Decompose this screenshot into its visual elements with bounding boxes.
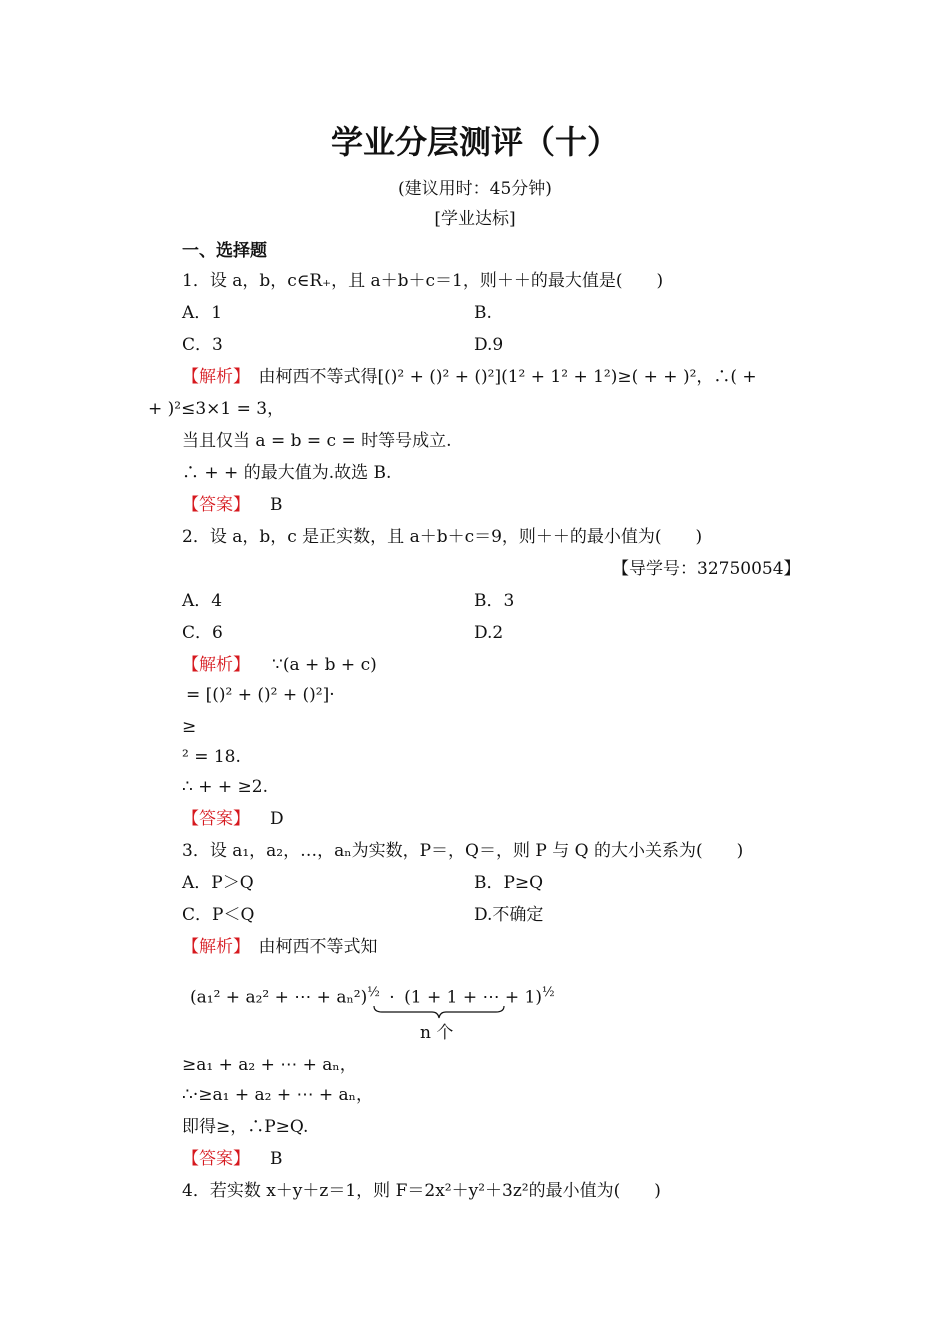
q1-option-d: D.9 [474,335,504,355]
q3-solution-line-3: ∴·≥a₁ + a₂ + ⋯ + aₙ， [182,1085,374,1105]
q3-formula-left: (a₁² + a₂² + ⋯ + aₙ²) [190,987,368,1008]
q3-option-c: C．P＜Q [182,905,255,925]
q3-formula-right: (1 + 1 + ⋯ + 1) [404,987,542,1008]
q2-answer-label: 【答案】 [182,809,250,829]
section-heading: 一、选择题 [182,241,267,261]
q4-stem: 4．若实数 x＋y＋z＝1，则 F＝2x²＋y²＋3z²的最小值为( ) [182,1181,661,1201]
q2-solution-line-1 [182,654,377,676]
q1-solution-text-1: 由柯西不等式得[()² + ()² + ()²](1² + 1² + 1²)≥( + + )²，∴( + [241,367,757,387]
q2-option-b: B．3 [474,591,515,611]
q3-formula-dot: · [389,987,395,1008]
q3-solution-text-1: 由柯西不等式知 [241,937,378,957]
q2-option-a: A．4 [182,591,223,611]
q2-option-d: D.2 [474,623,504,643]
q3-stem: 3．设 a₁，a₂，…，aₙ为实数，P＝，Q＝，则 P 与 Q 的大小关系为( ) [182,841,744,861]
q1-solution-label: 【解析】 [182,367,242,387]
q1-answer-label: 【答案】 [182,495,250,515]
q1-solution-line-4: ∴ + + 的最大值为.故选 B. [182,463,392,483]
q3-option-d: D.不确定 [474,905,544,925]
level-heading: [学业达标] [434,209,516,229]
q1-stem: 1．设 a，b，c∈R₊，且 a＋b＋c＝1，则＋＋的最大值是( ) [182,271,664,291]
page-title: 学业分层测评（十） [330,123,619,161]
q2-solution-line-2: = [()² + ()² + ()²]· [186,685,335,705]
q3-option-a: A．P＞Q [182,873,254,893]
q1-answer [182,494,283,516]
q3-answer-label: 【答案】 [182,1149,250,1169]
q2-solution-label: 【解析】 [182,655,250,675]
q2-answer-value: D [270,809,284,829]
q1-solution-line-3: 当且仅当 a = b = c = 时等号成立. [182,431,452,451]
q1-option-b: B. [474,303,492,323]
q2-option-c: C．6 [182,623,223,643]
q2-solution-text-1: ∵(a + b + c) [272,655,377,675]
q3-solution-line-2: ≥a₁ + a₂ + ⋯ + aₙ， [182,1055,357,1075]
q2-answer [182,808,284,830]
q3-formula-under-label: n 个 [420,1023,454,1043]
suggested-time: (建议用时：45分钟) [398,179,552,199]
q3-solution-line-4: 即得≥，∴P≥Q. [182,1117,309,1137]
q2-solution-line-3: ≥ [182,717,197,737]
q1-solution-line-2: + )²≤3×1 = 3， [148,399,285,419]
q1-option-c: C．3 [182,335,223,355]
q2-solution-line-5: ∴ + + ≥2. [182,777,268,797]
q3-solution-line-1 [182,936,378,958]
q2-stem: 2．设 a，b，c 是正实数，且 a＋b＋c＝9，则＋＋的最小值为( ) [182,527,703,547]
q2-solution-line-4: ² = 18. [182,747,241,767]
q3-answer [182,1148,283,1170]
q1-option-a: A．1 [182,303,223,323]
q1-answer-value: B [270,495,283,515]
q3-solution-label: 【解析】 [182,937,242,957]
q3-option-b: B．P≥Q [474,873,544,893]
q1-solution-line-1 [182,366,757,388]
q2-guide-number: 【导学号：32750054】 [612,559,801,579]
q3-answer-value: B [270,1149,283,1169]
q3-formula-exponent-right: ½ [541,985,555,1000]
q3-formula-exponent-left: ½ [367,985,380,1000]
q3-underbrace [372,1004,506,1020]
